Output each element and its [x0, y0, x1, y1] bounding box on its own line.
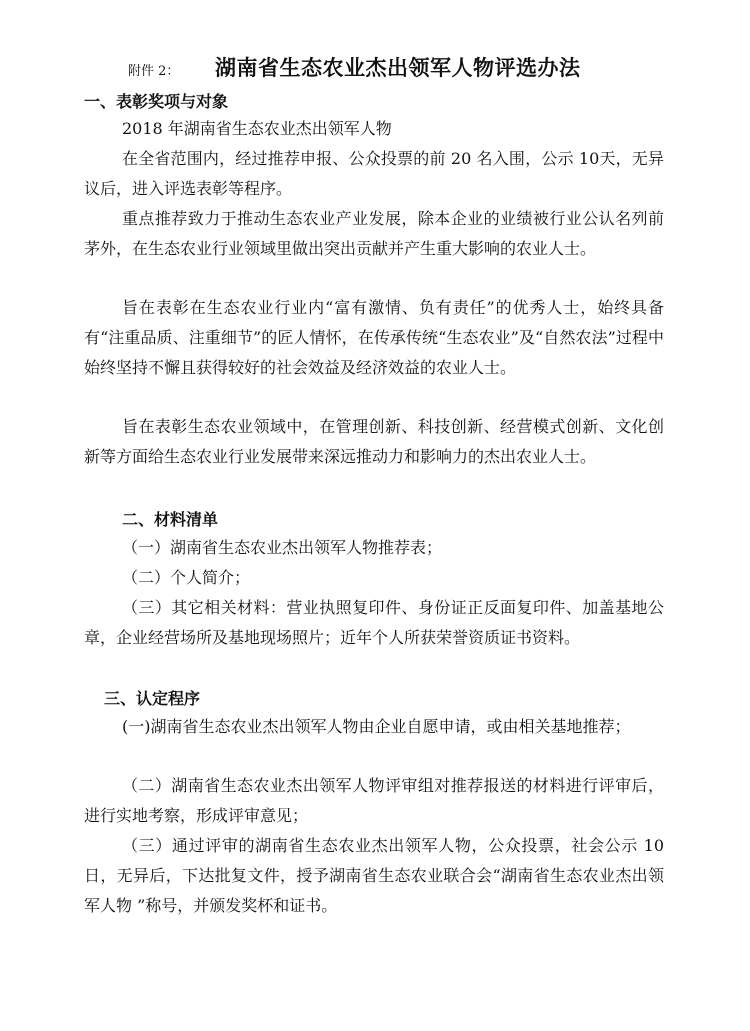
section-1-paragraph: 重点推荐致力于推动生态农业产业发展，除本企业的业绩被行业公认名列前茅外，在生态农业行业领域里做出突出贡献并产生重大影响的农业人士。 — [84, 209, 664, 258]
section-heading-3: 三、认定程序 — [104, 689, 201, 708]
section-1-paragraph: 2018 年湖南省生态农业杰出领军人物 — [122, 119, 392, 138]
section-2-paragraph: （一）湖南省生态农业杰出领军人物推荐表； — [122, 538, 443, 557]
attachment-label: 附件 2： — [128, 64, 180, 79]
document-title: 湖南省生态农业杰出领军人物评选办法 — [215, 56, 581, 80]
section-3-paragraph: (一)湖南省生态农业杰出领军人物由企业自愿申请，或由相关基地推荐； — [122, 717, 631, 736]
section-3-paragraph: （二）湖南省生态农业杰出领军人物评审组对推荐报送的材料进行评审后，进行实地考察，形成评审意见； — [84, 776, 664, 825]
section-3-paragraph: （三）通过评审的湖南省生态农业杰出领军人物，公众投票，社会公示 10 日，无异后，下达批复文件，授予湖南省生态农业联合会“湖南省生态农业杰出领军人物 ”称号，并颁发奖杯和证书。 — [84, 836, 664, 915]
section-1-paragraph: 旨在表彰生态农业领域中，在管理创新、科技创新、经营模式创新、文化创新等方面给生态农业行业发展带来深远推动力和影响力的杰出农业人士。 — [84, 417, 664, 466]
section-1-paragraph: 旨在表彰在生态农业行业内“富有激情、负有责任”的优秀人士，始终具备有“注重品质、注重细节”的匠人情怀，在传承传统“生态农业”及“自然农法”过程中始终坚持不懈且获得较好的社会效益及经济效益的农业人士。 — [84, 298, 664, 377]
section-heading-2: 二、材料清单 — [122, 510, 219, 529]
section-2-paragraph: （三）其它相关材料：营业执照复印件、身份证正反面复印件、加盖基地公章，企业经营场所及基地现场照片；近年个人所获荣誉资质证书资料。 — [84, 598, 664, 647]
section-2-paragraph: （二）个人简介； — [122, 568, 251, 587]
section-heading-1: 一、表彰奖项与对象 — [84, 92, 229, 111]
section-1-paragraph: 在全省范围内，经过推荐申报、公众投票的前 20 名入围，公示 10天，无异议后，进入评选表彰等程序。 — [84, 149, 664, 198]
